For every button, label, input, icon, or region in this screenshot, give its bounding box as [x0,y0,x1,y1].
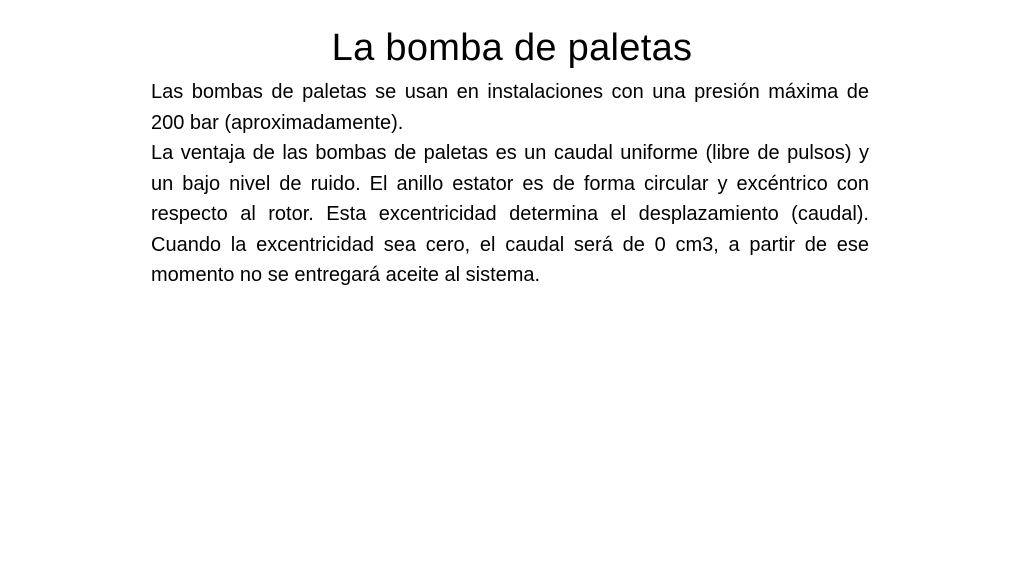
slide-title: La bomba de paletas [331,27,693,69]
slide-body [151,77,869,291]
paragraph-2: La ventaja de las bombas de paletas es un caudal uniforme (libre de pulsos) y un bajo nivel de ruido. El anillo estator es de forma circular y excéntrico con respecto al rotor. Esta excentricidad determina el desplazamiento (caudal). Cuando la excentricidad sea cero, el caudal será de 0 cm3, a partir de ese momento no se entregará aceite al sistema. [151,142,869,286]
paragraph-1: Las bombas de paletas se usan en instalaciones con una presión máxima de 200 bar (aproximadamente). [151,81,869,134]
